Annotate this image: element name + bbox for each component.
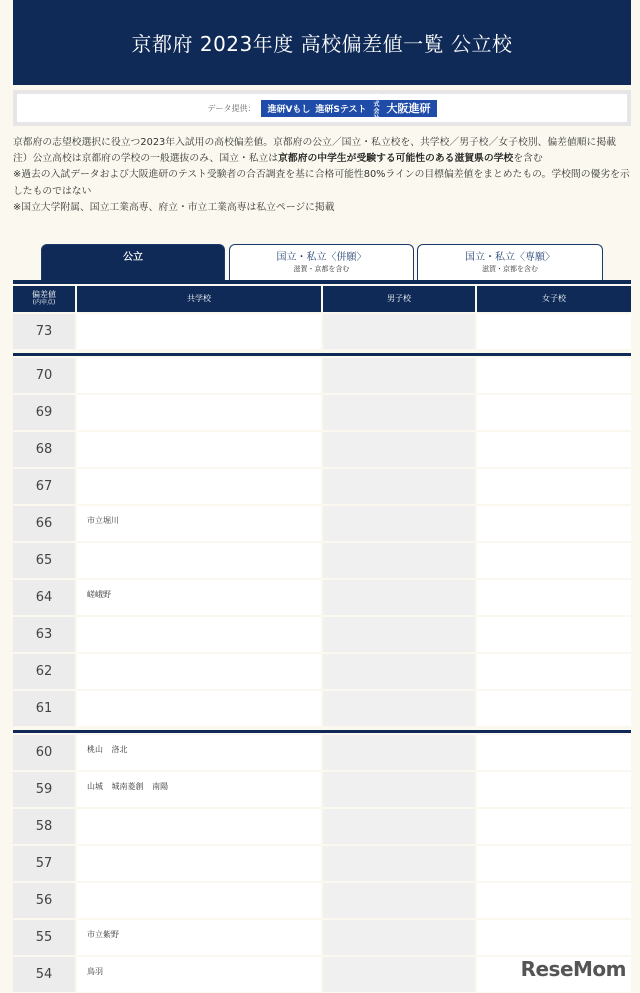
table-row <box>13 580 631 615</box>
table-row <box>13 617 631 652</box>
score-cell: 73 <box>13 314 75 349</box>
girls-cell <box>477 395 631 430</box>
boys-cell <box>323 506 475 541</box>
table-header <box>13 286 631 312</box>
coed-cell <box>77 395 321 430</box>
provider-logo-kk: 株式会社 <box>373 94 380 122</box>
school-type-tabs <box>13 244 631 284</box>
score-cell: 70 <box>13 358 75 393</box>
score-cell: 61 <box>13 691 75 726</box>
table-row <box>13 395 631 430</box>
girls-cell <box>477 432 631 467</box>
coed-cell <box>77 543 321 578</box>
score-cell: 64 <box>13 580 75 615</box>
girls-cell <box>477 920 631 955</box>
boys-cell <box>323 691 475 726</box>
provider-logo[interactable] <box>261 94 436 122</box>
boys-cell <box>323 654 475 689</box>
provider-label: データ提供： <box>207 103 256 113</box>
boys-cell <box>323 846 475 881</box>
boys-cell <box>323 735 475 770</box>
boys-cell <box>323 314 475 349</box>
header-score: 偏差値 (内申点) <box>13 286 75 312</box>
coed-cell: 山城 城南菱創 南陽 <box>77 772 321 807</box>
table-row <box>13 469 631 504</box>
coed-cell: 市立紫野 <box>77 920 321 955</box>
score-cell: 60 <box>13 735 75 770</box>
boys-cell <box>323 395 475 430</box>
resemom-logo: ReseMom <box>520 957 626 981</box>
tab-private-sengan[interactable]: 国立・私立〈専願〉 滋賀・京都を含む <box>417 244 603 280</box>
boys-cell <box>323 432 475 467</box>
table-row <box>13 432 631 467</box>
provider-logo-stest: 進研Sテスト <box>315 104 367 115</box>
note-scope: 注）公立高校は京都府の学校の一般選抜のみ、国立・私立は京都府の中学生が受験する可能性のある滋賀県の学校を含む <box>13 153 543 165</box>
girls-cell <box>477 772 631 807</box>
boys-cell <box>323 543 475 578</box>
coed-cell <box>77 654 321 689</box>
girls-cell <box>477 358 631 393</box>
girls-cell <box>477 691 631 726</box>
provider-logo-vmoshi: 進研Vもし <box>267 104 311 115</box>
boys-cell <box>323 358 475 393</box>
note-intro: 京都府の志望校選択に役立つ2023年入試用の高校偏差値。京都府の公立／国立・私立校を、共学校／男子校／女子校別、偏差値順に掲載 <box>13 137 616 148</box>
score-cell: 66 <box>13 506 75 541</box>
group-divider <box>13 730 631 733</box>
table-row <box>13 506 631 541</box>
table-row <box>13 358 631 393</box>
table-row <box>13 772 631 807</box>
girls-cell <box>477 506 631 541</box>
tab-public[interactable]: 公立 <box>41 244 225 284</box>
note-exclusion: ※国立大学附属、国立工業高専、府立・市立工業高専は私立ページに掲載 <box>13 201 335 213</box>
table-row <box>13 654 631 689</box>
page-title: 京都府 2023年度 高校偏差値一覧 公立校 <box>131 32 513 56</box>
score-cell: 67 <box>13 469 75 504</box>
table-row <box>13 883 631 918</box>
boys-cell <box>323 883 475 918</box>
coed-cell: 鳥羽 <box>77 957 321 992</box>
coed-cell <box>77 617 321 652</box>
score-cell: 56 <box>13 883 75 918</box>
girls-cell <box>477 883 631 918</box>
table-row <box>13 809 631 844</box>
hensachi-table <box>13 286 631 992</box>
header-girls: 女子校 <box>477 286 631 312</box>
table-row <box>13 846 631 881</box>
boys-cell <box>323 957 475 992</box>
coed-cell <box>77 691 321 726</box>
boys-cell <box>323 920 475 955</box>
coed-cell <box>77 469 321 504</box>
girls-cell <box>477 314 631 349</box>
table-row <box>13 920 631 955</box>
girls-cell <box>477 735 631 770</box>
girls-cell <box>477 543 631 578</box>
score-cell: 57 <box>13 846 75 881</box>
page-header <box>13 0 631 85</box>
table-body <box>13 314 631 992</box>
boys-cell <box>323 772 475 807</box>
header-coed: 共学校 <box>77 286 321 312</box>
score-cell: 69 <box>13 395 75 430</box>
coed-cell: 嵯峨野 <box>77 580 321 615</box>
boys-cell <box>323 580 475 615</box>
score-cell: 55 <box>13 920 75 955</box>
coed-cell <box>77 358 321 393</box>
girls-cell <box>477 809 631 844</box>
tab-private-heigan[interactable]: 国立・私立〈併願〉 滋賀・京都を含む <box>229 244 414 280</box>
boys-cell <box>323 617 475 652</box>
coed-cell: 桃山 洛北 <box>77 735 321 770</box>
notes <box>13 135 631 216</box>
coed-cell <box>77 883 321 918</box>
tab-underline <box>13 280 631 284</box>
provider-logo-name: 大阪進研 <box>386 102 431 115</box>
coed-cell <box>77 314 321 349</box>
table-row <box>13 314 631 349</box>
girls-cell <box>477 580 631 615</box>
coed-cell <box>77 846 321 881</box>
table-row <box>13 691 631 726</box>
note-method: ※過去の入試データおよび大阪進研のテスト受験者の合否調査を基に合格可能性80%ラインの目標偏差値をまとめたもの。学校間の優劣を示したものではない <box>13 169 630 197</box>
coed-cell: 市立堀川 <box>77 506 321 541</box>
score-cell: 65 <box>13 543 75 578</box>
boys-cell <box>323 469 475 504</box>
score-cell: 62 <box>13 654 75 689</box>
data-provider-banner <box>13 90 631 126</box>
girls-cell <box>477 469 631 504</box>
score-cell: 58 <box>13 809 75 844</box>
girls-cell <box>477 617 631 652</box>
header-boys: 男子校 <box>323 286 475 312</box>
group-divider <box>13 353 631 356</box>
boys-cell <box>323 809 475 844</box>
score-cell: 54 <box>13 957 75 992</box>
table-row <box>13 735 631 770</box>
coed-cell <box>77 809 321 844</box>
score-cell: 68 <box>13 432 75 467</box>
score-cell: 63 <box>13 617 75 652</box>
girls-cell <box>477 846 631 881</box>
score-cell: 59 <box>13 772 75 807</box>
girls-cell <box>477 654 631 689</box>
coed-cell <box>77 432 321 467</box>
table-row <box>13 543 631 578</box>
